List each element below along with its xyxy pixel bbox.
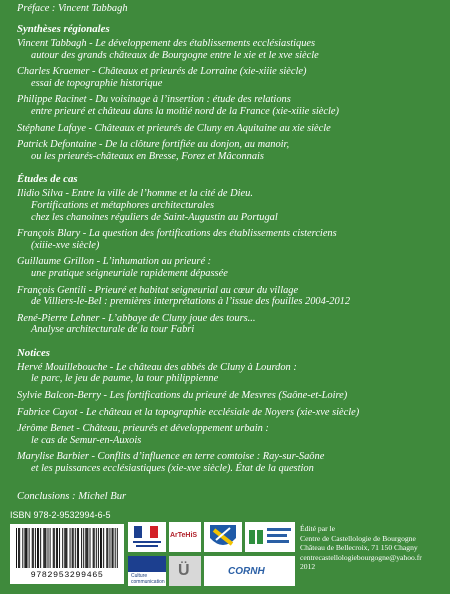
marianne-icon bbox=[128, 522, 166, 552]
entry-author-title: Guillaume Grillon - L’inhumation au prieuré : bbox=[17, 256, 212, 268]
toc-entry bbox=[17, 285, 442, 308]
toc-entry bbox=[17, 313, 442, 336]
entry-continuation: Fortifications et métaphores architecturales bbox=[31, 199, 215, 211]
toc-entry bbox=[17, 188, 442, 223]
entry-author-title: François Blary - La question des fortifications des établissements cisterciens bbox=[17, 228, 337, 240]
toc-entry bbox=[17, 94, 442, 117]
toc-entry bbox=[17, 256, 442, 279]
entry-author-title: Hervé Mouillebouche - Le château des abbés de Cluny à Lourdon : bbox=[17, 361, 297, 373]
conseil-general-icon bbox=[245, 522, 295, 552]
toc-entry bbox=[17, 139, 442, 162]
conclusions-line: Conclusions : Michel Bur bbox=[17, 490, 127, 502]
entry-author-title: François Gentili - Prieuré et habitat seigneurial au cœur du village bbox=[17, 284, 299, 296]
entry-author-title: Sylvie Balcon-Berry - Les fortifications du prieuré de Mesvres (Saône-et-Loire) bbox=[17, 390, 348, 402]
entry-continuation: de Villiers-le-Bel : premières interprétations à l’issue des fouilles 2004-2012 bbox=[31, 296, 351, 308]
publisher-info bbox=[300, 524, 450, 572]
culture-logo bbox=[128, 556, 166, 586]
entry-author-title: Marylise Barbier - Conflits d’influence en terre comtoise : Ray-sur-Saône bbox=[17, 451, 325, 463]
cornh-logo bbox=[204, 556, 295, 586]
toc-entry bbox=[17, 38, 442, 61]
entry-continuation: une pratique seigneuriale rapidement dépassée bbox=[31, 267, 228, 279]
entry-author-title: Vincent Tabbagh - Le développement des établissements ecclésiastiques bbox=[17, 38, 316, 49]
entry-author-title: Jérôme Benet - Château, prieurés et développement urbain : bbox=[17, 423, 269, 435]
publisher-email: centrecastellologiebourgogne@yahoo.fr bbox=[300, 552, 422, 562]
publisher-line: Édité par le bbox=[300, 524, 335, 533]
entry-author-title: Stéphane Lafaye - Châteaux et prieurés de Cluny en Aquitaine au xie siècle bbox=[17, 122, 331, 134]
section-heading: Notices bbox=[17, 346, 50, 359]
publisher-line: Château de Bellecroix, 71 150 Chagny bbox=[300, 543, 418, 553]
conseil-general-logo bbox=[245, 522, 295, 552]
entry-continuation: (xiiie-xve siècle) bbox=[31, 239, 100, 251]
entry-continuation: le parc, le jeu de paume, la tour philippienne bbox=[31, 373, 219, 385]
publisher-line: Centre de Castellologie de Bourgogne bbox=[300, 533, 416, 543]
artehis-logo bbox=[169, 522, 201, 552]
toc-entry bbox=[17, 407, 442, 419]
sections-container bbox=[17, 23, 442, 475]
artehis-logo-text: ArTeHiS bbox=[170, 532, 198, 539]
toc-entry bbox=[17, 362, 442, 385]
republique-logo bbox=[128, 522, 166, 552]
bourgogne-shield-icon bbox=[204, 522, 242, 552]
entry-author-title: Patrick Defontaine - De la clôture fortifiée au donjon, au manoir, bbox=[17, 139, 290, 151]
toc-entry bbox=[17, 451, 442, 474]
partner-logos bbox=[128, 522, 298, 588]
barcode-digits: 9782953299465 bbox=[30, 570, 104, 580]
publisher-year: 2012 bbox=[300, 562, 316, 572]
isbn-text: ISBN 978-2-9532994-6-5 bbox=[10, 510, 111, 520]
section-heading: Synthèses régionales bbox=[17, 23, 110, 35]
toc-entry bbox=[17, 390, 442, 402]
entry-author-title: Fabrice Cayot - Le château et la topographie ecclésiale de Noyers (xie-xve siècle) bbox=[17, 406, 360, 418]
footer bbox=[8, 510, 448, 594]
section-heading: Études de cas bbox=[17, 173, 78, 186]
gray-logo-text: Ü bbox=[178, 562, 190, 579]
entry-author-title: René-Pierre Lehner - L’abbaye de Cluny joue des tours... bbox=[17, 312, 256, 324]
entry-continuation: chez les chanoines réguliers de Saint-Augustin au Portugal bbox=[31, 211, 278, 223]
barcode-bars bbox=[16, 528, 118, 570]
toc-entry bbox=[17, 123, 442, 135]
entry-author-title: Ilidio Silva - Entre la ville de l’homme et la cité de Dieu. bbox=[17, 188, 253, 200]
bourgogne-logo bbox=[204, 522, 242, 552]
entry-continuation: et les puissances ecclésiastiques (xie-xve siècle). État de la question bbox=[31, 463, 314, 475]
toc-entry bbox=[17, 423, 442, 446]
entry-continuation: essai de topographie historique bbox=[31, 77, 163, 89]
entry-continuation: Analyse architecturale de la tour Fabri bbox=[31, 324, 195, 336]
gray-logo bbox=[169, 556, 201, 586]
price-text: 35 € bbox=[12, 572, 32, 584]
toc-entry bbox=[17, 66, 442, 89]
entry-continuation: autour des grands châteaux de Bourgogne entre le xie et le xve siècle bbox=[31, 49, 319, 61]
entry-author-title: Philippe Racinet - Du voisinage à l’insertion : étude des relations bbox=[17, 94, 291, 106]
culture-logo-text: Culture communication bbox=[131, 573, 165, 585]
entry-continuation: entre prieuré et château dans la moitié nord de la France (xie-xiiie siècle) bbox=[31, 105, 339, 117]
table-of-contents bbox=[17, 3, 442, 502]
toc-entry bbox=[17, 228, 442, 251]
entry-author-title: Charles Kraemer - Châteaux et prieurés de Lorraine (xie-xiiie siècle) bbox=[17, 66, 307, 78]
entry-continuation: le cas de Semur-en-Auxois bbox=[31, 434, 142, 446]
entry-continuation: ou les prieurés-châteaux en Bresse, Forez et Mâconnais bbox=[31, 150, 264, 162]
preface-line: Préface : Vincent Tabbagh bbox=[17, 3, 128, 14]
cornh-logo-text: CORNH bbox=[228, 566, 265, 577]
